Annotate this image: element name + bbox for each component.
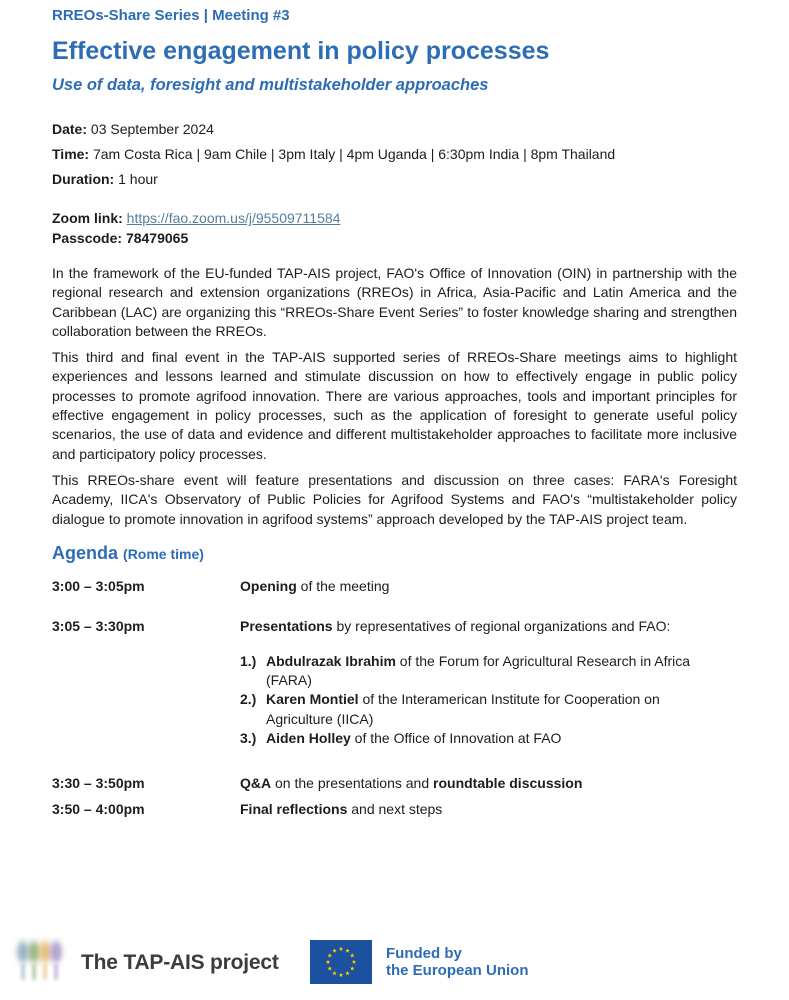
zoom-link-label: Zoom link: xyxy=(52,210,123,226)
zoom-link-line xyxy=(52,209,737,229)
agenda-description: Q&A on the presentations and roundtable discussion xyxy=(240,775,583,792)
duration-label: Duration: xyxy=(52,171,115,187)
agenda-row xyxy=(52,617,737,636)
presenter-number: 3.) xyxy=(240,730,257,747)
presenter-description: Aiden Holley of the Office of Innovation at FAO xyxy=(266,730,562,747)
agenda-time: 3:05 – 3:30pm xyxy=(52,617,145,634)
tapais-logo-icon xyxy=(14,932,68,994)
logo-tail xyxy=(54,964,58,980)
presenters-list xyxy=(52,652,737,748)
time-line xyxy=(52,142,737,167)
agenda-row xyxy=(52,800,737,819)
presenter-item xyxy=(240,729,714,748)
time-label: Time: xyxy=(52,146,90,162)
intro-paragraph: In the framework of the EU-funded TAP-AIS project, FAO's Office of Innovation (OIN) in partnership with the regional research and extension organizations (RREOs) in Africa, Asia-Pacific and Latin America and the Caribbean (LAC) are organizing this “RREOs-Share Event Series” to foster knowledge sharing and strengthen collaboration between the RREOs. xyxy=(52,265,737,339)
presenter-number: 1.) xyxy=(240,652,257,669)
tapais-wordmark: The TAP-AIS project xyxy=(81,951,279,974)
logo-tail xyxy=(43,964,47,980)
date-line xyxy=(52,117,737,142)
agenda-time: 3:50 – 4:00pm xyxy=(52,801,145,818)
eu-flag-icon xyxy=(310,940,372,984)
presenter-item xyxy=(240,690,714,729)
connection-details xyxy=(52,209,737,248)
presenters-items xyxy=(240,652,737,748)
agenda-description: Opening of the meeting xyxy=(240,577,390,594)
page-title: Effective engagement in policy processes xyxy=(52,37,550,65)
agenda-timezone-note: (Rome time) xyxy=(123,545,204,562)
agenda-row xyxy=(52,577,737,596)
logo-tail xyxy=(21,964,25,980)
logo-tail xyxy=(32,964,36,980)
date-value: 03 September 2024 xyxy=(90,121,214,137)
agenda-time: 3:30 – 3:50pm xyxy=(52,775,145,792)
agenda-heading-text: Agenda xyxy=(52,542,119,563)
duration-value: 1 hour xyxy=(118,171,158,187)
passcode-line xyxy=(52,229,737,249)
time-value: 7am Costa Rica | 9am Chile | 3pm Italy | 4pm Uganda | 6:30pm India | 8pm Thailand xyxy=(92,146,616,162)
agenda-time: 3:00 – 3:05pm xyxy=(52,577,145,594)
page-subtitle: Use of data, foresight and multistakeholder approaches xyxy=(52,76,489,94)
eu-funding-label xyxy=(386,945,529,979)
passcode-label: Passcode: xyxy=(52,229,123,246)
presenter-description: Karen Montiel of the Interamerican Institute for Cooperation on Agriculture (IICA) xyxy=(266,691,660,727)
presenter-item xyxy=(240,652,714,691)
agenda-row xyxy=(52,774,737,793)
cases-paragraph: This RREOs-share event will feature presentations and discussion on three cases: FARA's Foresight Academy, IICA's Observatory of Public Policies for Agrifood Systems and FAO's “multistakeholder policy dialogue to promote innovation in agrifood systems” approach developed by the TAP-AIS project team. xyxy=(52,471,737,527)
agenda-description: Final reflections and next steps xyxy=(240,801,443,818)
presenter-description: Abdulrazak Ibrahim of the Forum for Agricultural Research in Africa (FARA) xyxy=(266,652,691,689)
eu-funding-line1: Funded by xyxy=(386,945,462,962)
presenter-number: 2.) xyxy=(240,691,257,708)
passcode-value: 78479065 xyxy=(125,229,189,246)
date-label: Date: xyxy=(52,121,88,137)
agenda-heading xyxy=(52,542,737,565)
event-details xyxy=(52,117,737,192)
footer xyxy=(0,930,789,1000)
series-label: RREOs-Share Series | Meeting #3 xyxy=(52,7,290,24)
duration-line xyxy=(52,167,737,192)
eu-funding-line2: the European Union xyxy=(386,962,529,979)
zoom-meeting-link[interactable]: https://fao.zoom.us/j/95509711584 xyxy=(126,210,341,226)
agenda-description: Presentations by representatives of regional organizations and FAO: xyxy=(240,617,671,634)
tapais-branding xyxy=(14,932,279,994)
event-description-paragraph: This third and final event in the TAP-AIS supported series of RREOs-Share meetings aims to highlight experiences and lessons learned and stimulate discussion on how to effectively engage in public policy processes to promote agrifood innovation. There are various approaches, tools and important principles for effective engagement in policy processes, such as the application of foresight to generate useful policy scenarios, the use of data and evidence and different multistakeholder approaches to facilitate more inclusive and participatory policy processes. xyxy=(52,349,737,462)
body-paragraphs xyxy=(52,264,737,529)
agenda-time-spacer xyxy=(52,652,240,748)
eu-funding-branding xyxy=(310,940,529,984)
